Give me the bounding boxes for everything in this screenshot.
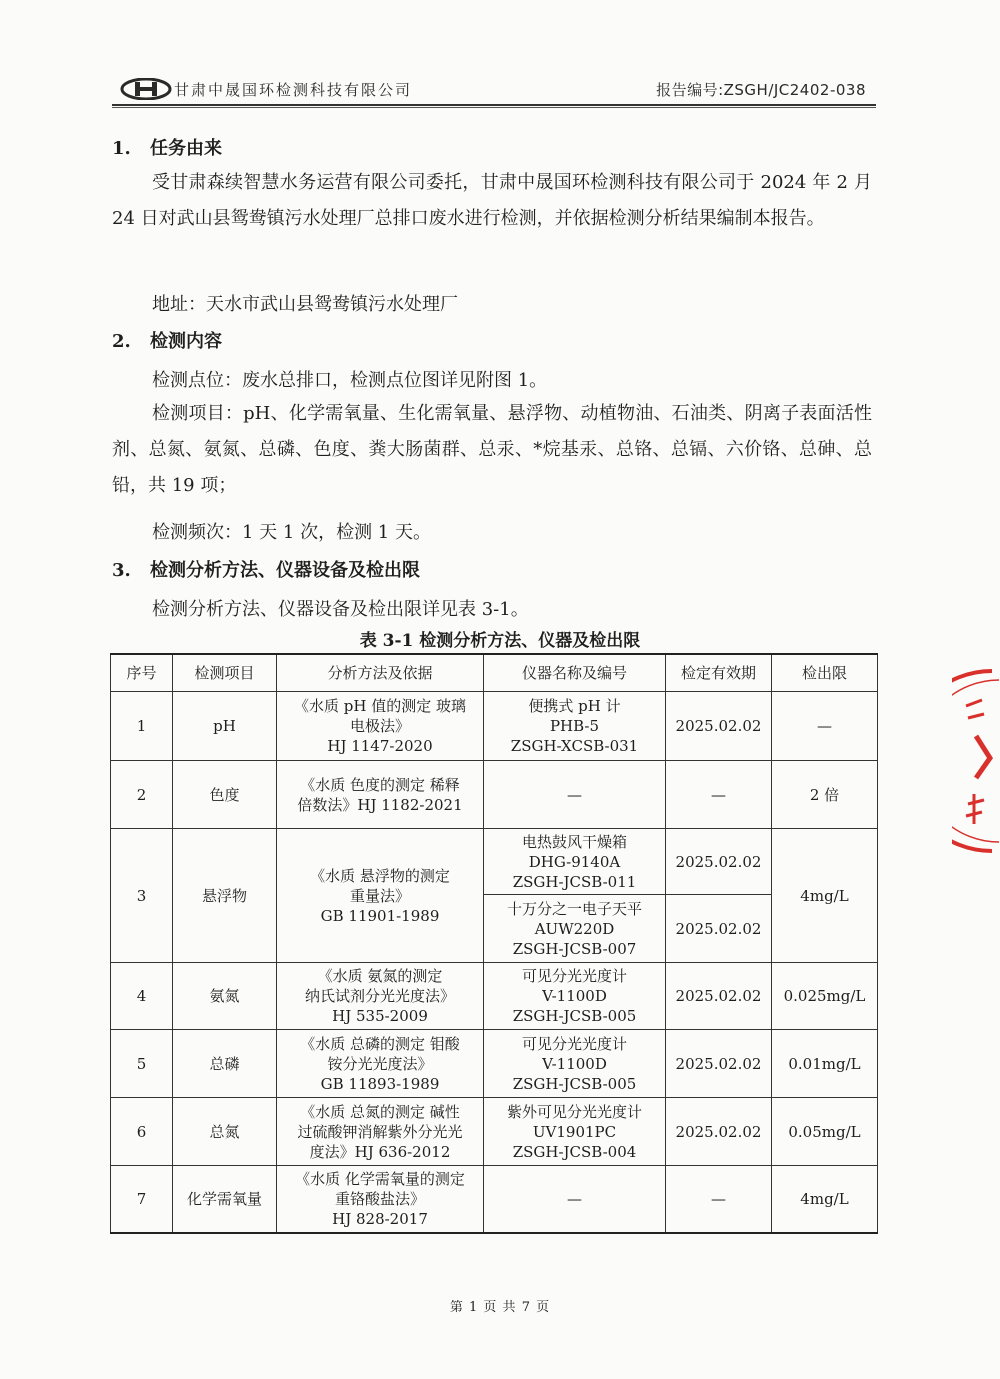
method-line: 《水质 总氮的测定 碱性 bbox=[300, 1102, 460, 1121]
cell-valid: 2025.02.02 bbox=[666, 692, 772, 761]
report-number: 报告编号:ZSGH/JC2402-038 bbox=[656, 81, 866, 99]
table-header-row bbox=[111, 654, 878, 692]
method-line: 《水质 pH 值的测定 玻璃 bbox=[294, 697, 466, 715]
method-line: GB 11901-1989 bbox=[320, 906, 440, 925]
cell-method bbox=[277, 1166, 484, 1233]
cell-item: 总氮 bbox=[173, 1098, 277, 1166]
cell-item: 氨氮 bbox=[173, 963, 277, 1030]
table-row bbox=[111, 829, 878, 895]
cell-method bbox=[277, 1030, 484, 1098]
method-line: 铵分光光度法》 bbox=[327, 1054, 433, 1073]
instrument-line: 便携式 pH 计 bbox=[528, 697, 621, 715]
table-row bbox=[111, 963, 878, 1030]
method-line: 《水质 色度的测定 稀释 bbox=[300, 775, 460, 794]
cell-instrument bbox=[484, 895, 666, 963]
cell-valid: 2025.02.02 bbox=[666, 963, 772, 1030]
method-line: 《水质 悬浮物的测定 bbox=[310, 866, 450, 885]
cell-valid: — bbox=[666, 1166, 772, 1233]
section-2-point: 检测点位：废水总排口，检测点位图详见附图 1。 bbox=[152, 370, 548, 391]
section-2-items: 检测项目：pH、化学需氧量、生化需氧量、悬浮物、动植物油、石油类、阴离子表面活性剂、总氮、氨氮、总磷、色度、粪大肠菌群、总汞、*烷基汞、总铬、总镉、六价铬、总砷、总铅，共 19 项； bbox=[112, 403, 872, 496]
header-divider bbox=[112, 104, 876, 106]
cell-item: 色度 bbox=[173, 761, 277, 829]
instrument-line: AUW220D bbox=[534, 919, 615, 938]
section-1-heading bbox=[112, 134, 222, 160]
instrument-line: ZSGH-JCSB-007 bbox=[512, 939, 637, 958]
cell-instrument: — bbox=[484, 761, 666, 829]
section-3-number: 3. bbox=[112, 560, 131, 581]
cell-method bbox=[277, 1098, 484, 1166]
table-row bbox=[111, 1030, 878, 1098]
cell-limit: 2 倍 bbox=[772, 761, 878, 829]
cell-item: pH bbox=[173, 692, 277, 761]
cell-valid: — bbox=[666, 761, 772, 829]
cell-limit: 4mg/L bbox=[772, 829, 878, 963]
method-line: HJ 1147-2020 bbox=[327, 737, 433, 755]
method-table bbox=[110, 653, 878, 1234]
header-valid: 检定有效期 bbox=[666, 654, 772, 692]
cell-instrument bbox=[484, 829, 666, 895]
instrument-line: 可见分光光度计 bbox=[521, 1034, 627, 1053]
table-caption: 表 3-1 检测分析方法、仪器及检出限 bbox=[359, 631, 641, 651]
cell-valid: 2025.02.02 bbox=[666, 829, 772, 895]
method-line: 《水质 氨氮的测定 bbox=[317, 967, 443, 985]
section-1-paragraph: 受甘肃森续智慧水务运营有限公司委托，甘肃中晟国环检测科技有限公司于 2024 年 2 月 24 日对武山县鸳鸯镇污水处理厂总排口废水进行检测，并依据检测分析结果编制本报告。 bbox=[112, 172, 872, 229]
cell-instrument: — bbox=[484, 1166, 666, 1233]
page-footer: 第 1 页 共 7 页 bbox=[449, 1300, 551, 1315]
method-line: 电极法》 bbox=[349, 717, 410, 735]
page-header bbox=[112, 76, 876, 104]
cell-no: 4 bbox=[111, 963, 173, 1030]
instrument-line: PHB-5 bbox=[549, 717, 600, 735]
cell-limit: 0.025mg/L bbox=[772, 963, 878, 1030]
cell-no: 7 bbox=[111, 1166, 173, 1233]
header-method: 分析方法及依据 bbox=[277, 654, 484, 692]
method-line: HJ 828-2017 bbox=[332, 1209, 428, 1228]
company-name: 甘肃中晟国环检测科技有限公司 bbox=[174, 81, 413, 99]
cell-method bbox=[277, 829, 484, 963]
method-line: 《水质 总磷的测定 钼酸 bbox=[300, 1034, 460, 1053]
cell-item: 化学需氧量 bbox=[173, 1166, 277, 1233]
cell-limit: — bbox=[772, 692, 878, 761]
method-line: HJ 535-2009 bbox=[332, 1007, 428, 1025]
section-3-paragraph: 检测分析方法、仪器设备及检出限详见表 3-1。 bbox=[152, 599, 529, 620]
method-line: GB 11893-1989 bbox=[320, 1074, 440, 1093]
cell-limit: 0.01mg/L bbox=[772, 1030, 878, 1098]
section-1-title: 任务由来 bbox=[150, 138, 222, 159]
section-3-heading bbox=[112, 556, 420, 582]
instrument-line: ZSGH-JCSB-004 bbox=[512, 1142, 637, 1161]
method-line: 重铬酸盐法》 bbox=[334, 1189, 425, 1208]
instrument-line: 十万分之一电子天平 bbox=[506, 899, 642, 918]
cell-no: 5 bbox=[111, 1030, 173, 1098]
cell-valid: 2025.02.02 bbox=[666, 895, 772, 963]
cell-instrument bbox=[484, 1030, 666, 1098]
header-divider-thin bbox=[112, 107, 876, 108]
section-3-title: 检测分析方法、仪器设备及检出限 bbox=[150, 560, 420, 581]
cell-method bbox=[277, 692, 484, 761]
cell-valid: 2025.02.02 bbox=[666, 1098, 772, 1166]
cell-method bbox=[277, 963, 484, 1030]
cell-instrument bbox=[484, 1098, 666, 1166]
section-2-frequency: 检测频次：1 天 1 次，检测 1 天。 bbox=[152, 522, 431, 543]
section-2-number: 2. bbox=[112, 331, 131, 352]
cell-no: 3 bbox=[111, 829, 173, 963]
instrument-line: 电热鼓风干燥箱 bbox=[521, 832, 627, 851]
instrument-line: V-1100D bbox=[542, 1054, 607, 1073]
method-line: 度法》HJ 636-2012 bbox=[309, 1142, 451, 1161]
instrument-line: DHG-9140A bbox=[528, 852, 621, 871]
instrument-line: ZSGH-JCSB-011 bbox=[512, 872, 637, 891]
header-item: 检测项目 bbox=[173, 654, 277, 692]
cell-valid: 2025.02.02 bbox=[666, 1030, 772, 1098]
table-row bbox=[111, 692, 878, 761]
header-limit: 检出限 bbox=[772, 654, 878, 692]
instrument-line: 紫外可见分光光度计 bbox=[506, 1102, 642, 1121]
cell-item: 总磷 bbox=[173, 1030, 277, 1098]
instrument-line: 可见分光光度计 bbox=[521, 967, 627, 985]
method-line: 纳氏试剂分光光度法》 bbox=[304, 987, 455, 1005]
table-row bbox=[111, 761, 878, 829]
cell-no: 6 bbox=[111, 1098, 173, 1166]
method-line: 过硫酸钾消解紫外分光光 bbox=[297, 1122, 463, 1141]
section-2-title: 检测内容 bbox=[150, 331, 222, 352]
section-1-address: 地址：天水市武山县鸳鸯镇污水处理厂 bbox=[152, 294, 458, 315]
instrument-line: ZSGH-JCSB-005 bbox=[512, 1074, 637, 1093]
cell-method bbox=[277, 761, 484, 829]
cell-no: 2 bbox=[111, 761, 173, 829]
header-instrument: 仪器名称及编号 bbox=[484, 654, 666, 692]
method-line: 倍数法》HJ 1182-2021 bbox=[297, 795, 463, 814]
instrument-line: UV1901PC bbox=[532, 1122, 617, 1141]
cell-limit: 0.05mg/L bbox=[772, 1098, 878, 1166]
header-no: 序号 bbox=[111, 654, 173, 692]
instrument-line: V-1100D bbox=[542, 987, 607, 1005]
cell-instrument bbox=[484, 963, 666, 1030]
method-line: 《水质 化学需氧量的测定 bbox=[295, 1169, 465, 1188]
method-line: 重量法》 bbox=[349, 886, 410, 905]
cell-instrument bbox=[484, 692, 666, 761]
instrument-line: ZSGH-JCSB-005 bbox=[512, 1007, 637, 1025]
table-row bbox=[111, 1098, 878, 1166]
section-1-number: 1. bbox=[112, 138, 131, 159]
section-2-heading bbox=[112, 327, 222, 353]
table-row bbox=[111, 1166, 878, 1233]
cell-limit: 4mg/L bbox=[772, 1166, 878, 1233]
instrument-line: ZSGH-XCSB-031 bbox=[510, 737, 639, 755]
seal-stamp-icon bbox=[952, 666, 1000, 856]
cell-item: 悬浮物 bbox=[173, 829, 277, 963]
company-logo-icon bbox=[120, 78, 172, 100]
cell-no: 1 bbox=[111, 692, 173, 761]
